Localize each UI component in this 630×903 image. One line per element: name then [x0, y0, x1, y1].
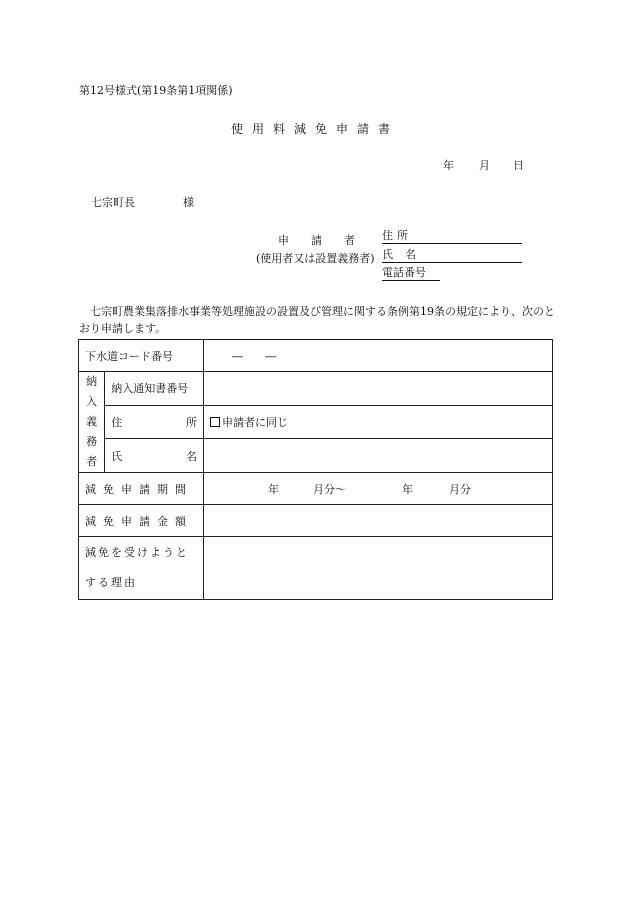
date-day-label: 日 — [513, 159, 524, 172]
reason-label-line-2: する理由 — [85, 576, 137, 589]
application-statement: 七宗町農業集落排水事業等処理施設の設置及び管理に関する条例第19条の規定により、次のとおり申請します。 — [79, 305, 555, 335]
period-value[interactable] — [204, 473, 553, 505]
obligor-char: 義 — [86, 415, 98, 428]
applicant-address-field[interactable] — [382, 230, 522, 244]
obligor-name-value[interactable] — [204, 439, 553, 473]
period-year-1: 年 — [268, 482, 279, 496]
applicant-phone-field[interactable] — [382, 267, 440, 281]
applicant-label: 申 請 者 — [278, 234, 355, 247]
sewer-code-label: 下水道コード番号 — [79, 340, 204, 372]
amount-label: 減免申請金額 — [79, 505, 204, 537]
same-as-applicant-checkbox[interactable] — [210, 417, 220, 427]
applicant-sub-label: (使用者又は設置義務者) — [256, 252, 375, 265]
obligor-address-value[interactable] — [204, 405, 553, 439]
reason-value[interactable] — [204, 537, 553, 600]
obligor-address-char-a: 住 — [111, 415, 123, 429]
sewer-code-row — [79, 340, 553, 372]
application-table — [78, 339, 553, 600]
obligor-name-char-a: 氏 — [111, 449, 123, 463]
period-month-2: 月分 — [449, 482, 471, 496]
same-as-applicant-label: 申請者に同じ — [222, 415, 288, 429]
obligor-name-label — [105, 439, 204, 473]
notice-number-value[interactable] — [204, 372, 553, 406]
amount-row — [79, 505, 553, 537]
obligor-label — [79, 372, 105, 473]
phone-label: 電話番号 — [382, 266, 426, 279]
document-title: 使用料減免申請書 — [230, 122, 399, 136]
obligor-char: 者 — [86, 455, 98, 468]
obligor-address-label — [105, 405, 204, 439]
amount-value[interactable] — [204, 505, 553, 537]
period-row — [79, 473, 553, 505]
address-label: 住 — [382, 229, 393, 242]
addressee-name: 七宗町長 — [91, 196, 135, 209]
date-year-label: 年 — [443, 159, 454, 172]
obligor-address-char-b: 所 — [186, 415, 197, 429]
date-month-label: 月 — [479, 159, 490, 172]
form-reference: 第12号様式(第19条第1項関係) — [79, 84, 233, 97]
notice-number-row — [79, 372, 553, 406]
address-label-2: 所 — [397, 229, 408, 242]
reason-row — [79, 537, 553, 600]
sewer-code-value[interactable]: ― ― — [204, 340, 553, 372]
obligor-char: 入 — [86, 395, 98, 408]
addressee-honorific: 様 — [183, 196, 194, 209]
period-year-2: 年 — [402, 482, 413, 496]
obligor-name-char-b: 名 — [186, 449, 197, 463]
reason-label-line-1: 減免を受けようと — [85, 546, 189, 559]
obligor-char: 務 — [86, 435, 98, 448]
obligor-address-row — [79, 405, 553, 439]
name-label: 氏 — [382, 248, 393, 261]
obligor-name-row — [79, 439, 553, 473]
period-month-1: 月分～ — [313, 482, 346, 496]
obligor-char: 納 — [86, 375, 98, 388]
notice-number-label: 納入通知書番号 — [105, 372, 204, 406]
period-label: 減免申請期間 — [79, 473, 204, 505]
reason-label — [79, 537, 204, 600]
applicant-name-field[interactable] — [382, 249, 522, 263]
name-label-2: 名 — [405, 248, 416, 261]
